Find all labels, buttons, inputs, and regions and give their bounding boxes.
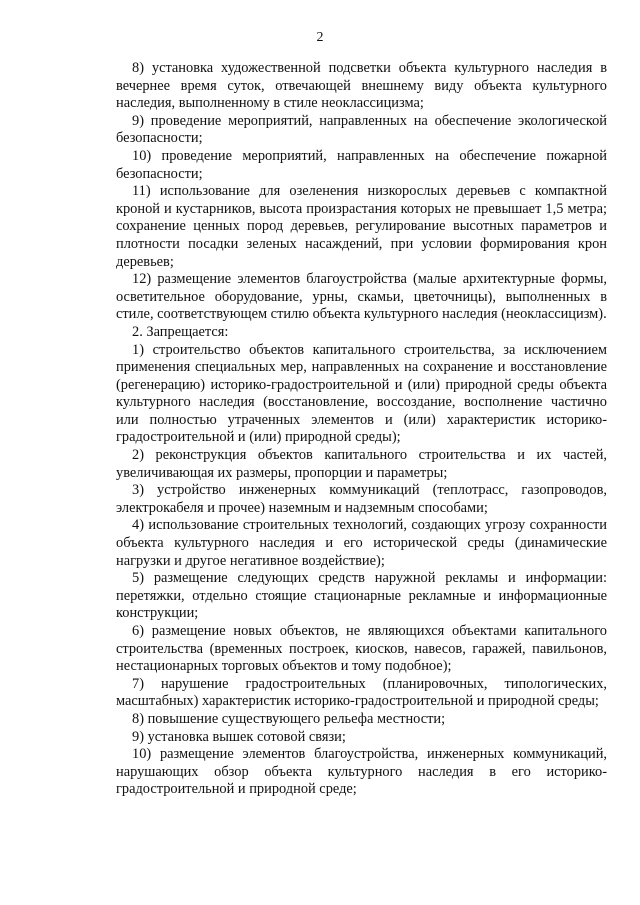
prohibited-item-1: 1) строительство объектов капитального строительства, за исключением применения специальных мер, направленных на сохранение и восстановление (регенерацию) историко-градостроительной и (или) природной среды объекта культурного наследия (восстановление, воссоздание, восполнение частично или полностью утраченных элементов и (или) характеристик историко-градостроительной и (или) природной среды); <box>116 341 607 446</box>
page-number: 2 <box>316 30 324 45</box>
prohibited-item-3: 3) устройство инженерных коммуникаций (теплотрасс, газопроводов, электрокабеля и прочее) наземным и надземным способами; <box>116 482 607 516</box>
paragraph-item-10-fire-safety: 10) проведение мероприятий, направленных на обеспечение пожарной безопасности; <box>116 147 607 182</box>
prohibited-item-9: 9) установка вышек сотовой связи; <box>132 728 346 745</box>
paragraph-item-11-landscaping: 11) использование для озеленения низкорослых деревьев с компактной кроной и кустарников, высота произрастания которых не превышает 1,5 метра; сохранение ценных пород деревьев, регулирование высотных параметров и плотности посадки зеленых насаждений, при условии формирования крон деревьев; <box>116 183 607 270</box>
paragraph-item-12-improvement: 12) размещение элементов благоустройства (малые архитектурные формы, осветительное оборудование, урны, скамьи, цветочницы), выполненных в стиле, соответствующем стилю объекта культурного наследия (неоклассицизм). <box>116 271 607 323</box>
prohibited-item-8: 8) повышение существующего рельефа местности; <box>132 710 446 727</box>
document-body <box>116 60 607 799</box>
prohibited-item-5: 5) размещение следующих средств наружной рекламы и информации: перетяжки, отдельно стоящие стационарные рекламные и информационные конструкции; <box>116 570 607 622</box>
prohibited-item-4: 4) использование строительных технологий, создающих угрозу сохранности объекта культурного наследия и его исторической среды (динамические нагрузки и другое негативное воздействие); <box>116 517 607 569</box>
paragraph-item-8-lighting: 8) установка художественной подсветки объекта культурного наследия в вечернее время суток, отвечающей внешнему виду объекта культурного наследия, выполненному в стиле неоклассицизма; <box>116 60 607 112</box>
section-heading-prohibited: 2. Запрещается: <box>132 323 229 340</box>
paragraph-item-9-ecology: 9) проведение мероприятий, направленных на обеспечение экологической безопасности; <box>116 112 607 147</box>
prohibited-item-7: 7) нарушение градостроительных (планировочных, типологических, масштабных) характеристик историко-градостроительной и природной среды; <box>116 675 607 710</box>
prohibited-item-10: 10) размещение элементов благоустройства, инженерных коммуникаций, нарушающих обзор объекта культурного наследия в его историко-градостроительной и природной среде; <box>116 746 607 798</box>
prohibited-item-6: 6) размещение новых объектов, не являющихся объектами капитального строительства (временных построек, киосков, навесов, гаражей, павильонов, нестационарных торговых объектов и тому подобное); <box>116 623 607 675</box>
prohibited-item-2: 2) реконструкция объектов капитального строительства и их частей, увеличивающая их размеры, пропорции и параметры; <box>116 447 607 481</box>
